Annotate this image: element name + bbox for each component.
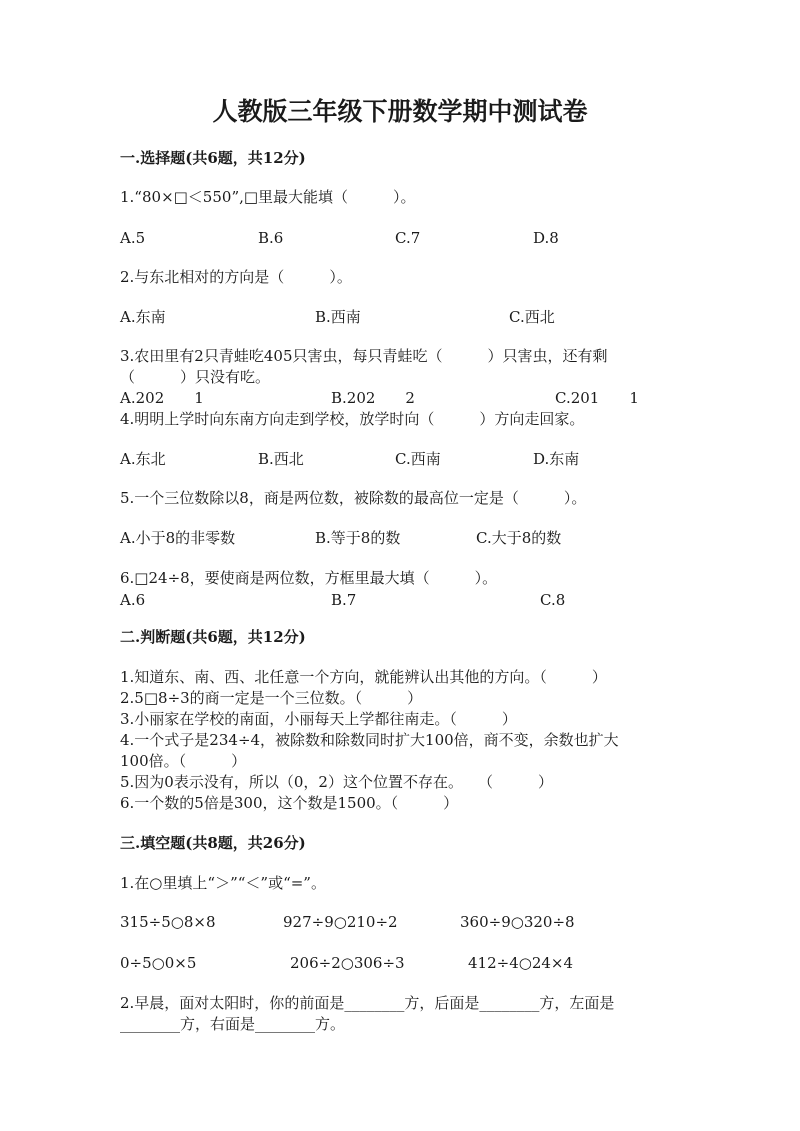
option: C.西北 (509, 308, 555, 326)
question-stem: 5.一个三位数除以8，商是两位数，被除数的最高位一定是（ ）。 (120, 489, 587, 507)
option: B.7 (331, 591, 357, 609)
section-heading-choice: 一.选择题(共6题，共12分) (120, 149, 306, 167)
page-title: 人教版三年级下册数学期中测试卷 (212, 97, 588, 126)
option: B.西南 (315, 308, 361, 326)
judgement-line: 1.知道东、南、西、北任意一个方向，就能辨认出其他的方向。（ ） (120, 668, 607, 686)
option: B.等于8的数 (315, 529, 401, 547)
comparison-item: 360÷9○320÷8 (460, 913, 575, 931)
option: C.大于8的数 (476, 529, 562, 547)
option: C.西南 (395, 450, 441, 468)
option: A.6 (120, 591, 146, 609)
judgement-line: 2.5□8÷3的商一定是一个三位数。（ ） (120, 689, 423, 707)
judgement-line: 3.小丽家在学校的南面，小丽每天上学都往南走。（ ） (120, 710, 517, 728)
question-stem: 2.与东北相对的方向是（ ）。 (120, 268, 352, 286)
option: C.201 1 (555, 389, 639, 407)
judgement-line: 5.因为0表示没有，所以（0，2）这个位置不存在。 （ ） (120, 773, 553, 791)
option: B.6 (258, 229, 284, 247)
comparison-item: 412÷4○24×4 (468, 954, 574, 972)
question-stem: 6.□24÷8，要使商是两位数，方框里最大填（ ）。 (120, 569, 498, 587)
comparison-item: 0÷5○0×5 (120, 954, 197, 972)
comparison-item: 927÷9○210÷2 (283, 913, 398, 931)
option: B.西北 (258, 450, 304, 468)
option: A.202 1 (120, 389, 204, 407)
question-stem: 1.“80×□＜550”,□里最大能填（ ）。 (120, 188, 416, 206)
question-stem: （ ）只没有吃。 (120, 368, 271, 386)
option: D.东南 (533, 450, 580, 468)
option: C.7 (395, 229, 421, 247)
comparison-item: 206÷2○306÷3 (290, 954, 405, 972)
option: B.202 2 (331, 389, 415, 407)
question-stem: ________方，右面是________方。 (120, 1015, 346, 1033)
option: A.小于8的非零数 (120, 529, 236, 547)
judgement-line: 100倍。（ ） (120, 752, 247, 770)
question-stem: 1.在○里填上“＞”“＜”或“=”。 (120, 874, 326, 892)
option: A.东北 (120, 450, 166, 468)
judgement-line: 6.一个数的5倍是300，这个数是1500。（ ） (120, 794, 459, 812)
question-stem: 4.明明上学时向东南方向走到学校，放学时向（ ）方向走回家。 (120, 410, 585, 428)
option: D.8 (533, 229, 559, 247)
option: A.东南 (120, 308, 166, 326)
comparison-item: 315÷5○8×8 (120, 913, 216, 931)
option: C.8 (540, 591, 566, 609)
section-heading-fill: 三.填空题(共8题，共26分) (120, 834, 306, 852)
question-stem: 2.早晨，面对太阳时，你的前面是________方，后面是________方，左面是 (120, 994, 615, 1012)
option: A.5 (120, 229, 146, 247)
section-heading-judgement: 二.判断题(共6题，共12分) (120, 628, 306, 646)
judgement-line: 4.一个式子是234÷4，被除数和除数同时扩大100倍，商不变，余数也扩大 (120, 731, 619, 749)
question-stem: 3.农田里有2只青蛙吃405只害虫，每只青蛙吃（ ）只害虫，还有剩 (120, 347, 608, 365)
